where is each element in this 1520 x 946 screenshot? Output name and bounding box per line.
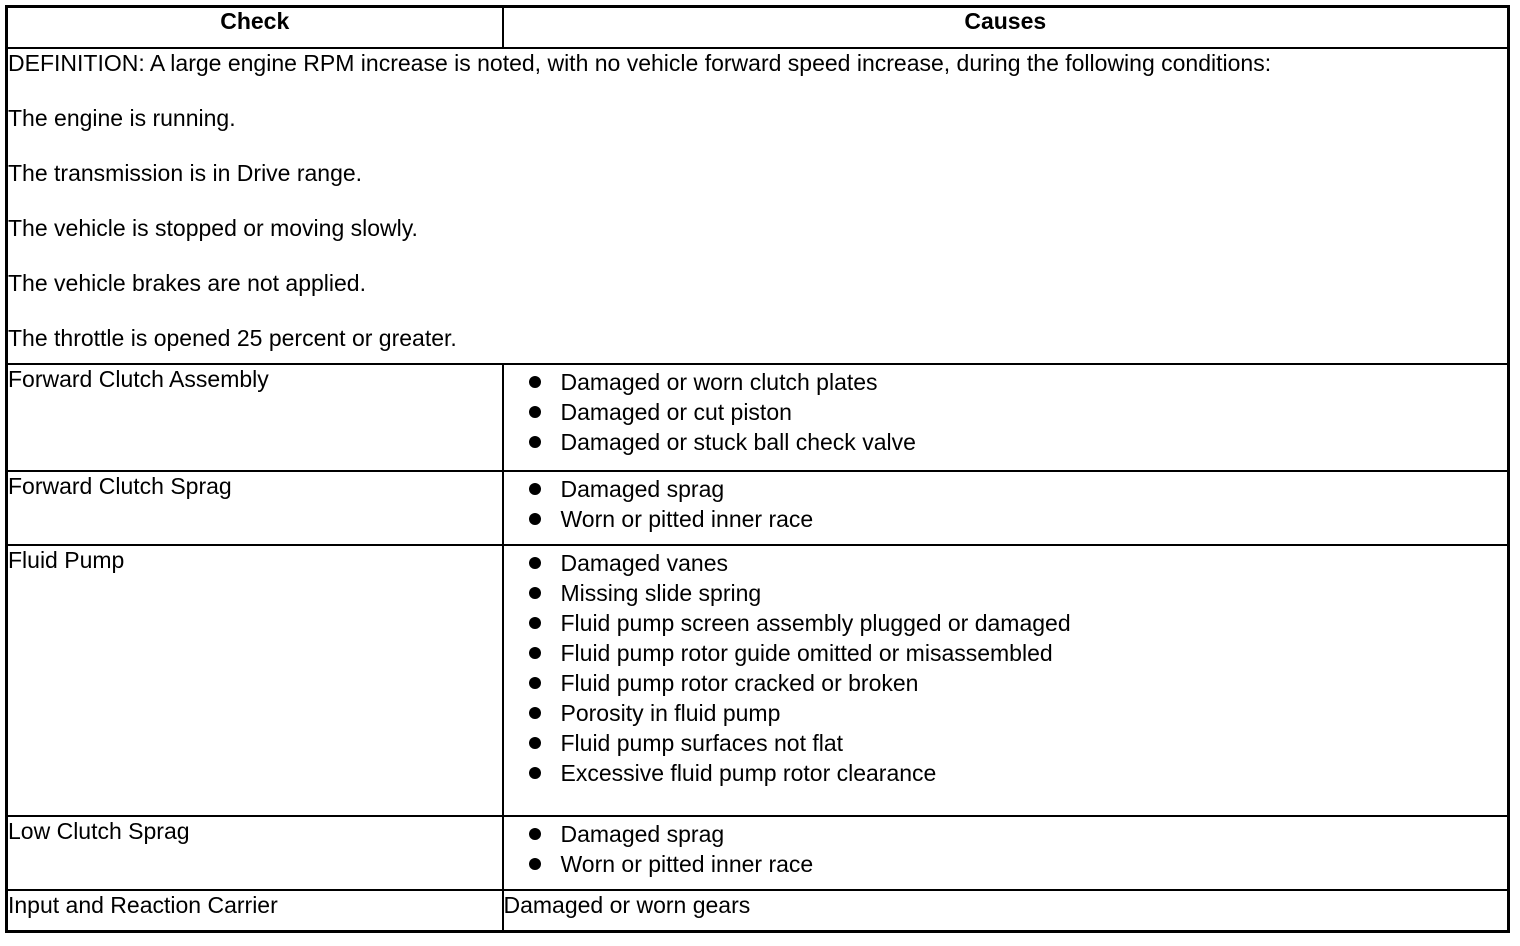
bullet-icon: [529, 406, 541, 418]
cause-text: Fluid pump rotor guide omitted or misassembled: [560, 639, 1053, 666]
cause-text: Damaged or cut piston: [560, 398, 792, 425]
table-row: [7, 890, 1509, 932]
bullet-icon: [529, 557, 541, 569]
causes-cell: [503, 545, 1509, 816]
cause-item: [504, 425, 1508, 458]
condition-line: The engine is running.: [8, 105, 236, 131]
bullet-icon: [529, 737, 541, 749]
cause-item: [504, 365, 1508, 398]
cause-text: Damaged sprag: [560, 820, 725, 847]
bullet-icon: [529, 436, 541, 448]
check-cell: Input and Reaction Carrier: [7, 890, 503, 932]
cause-text: Damaged or worn clutch plates: [560, 368, 878, 395]
cause-text: Worn or pitted inner race: [560, 505, 814, 532]
table-row: [7, 364, 1509, 471]
check-cell: Forward Clutch Assembly: [7, 364, 503, 471]
table-row: [7, 816, 1509, 890]
bullet-icon: [529, 513, 541, 525]
definition-text: DEFINITION: A large engine RPM increase is noted, with no vehicle forward speed increase, during the following conditions:: [8, 50, 1272, 76]
column-header-causes: Causes: [503, 7, 1509, 49]
causes-cell: [503, 471, 1509, 545]
table-header-row: [7, 7, 1509, 49]
check-cell: Forward Clutch Sprag: [7, 471, 503, 545]
cause-text: Damaged vanes: [560, 549, 728, 576]
cause-text: Worn or pitted inner race: [560, 850, 814, 877]
cause-text: Excessive fluid pump rotor clearance: [560, 759, 937, 786]
cause-item: [504, 472, 1508, 505]
cause-item: [504, 726, 1508, 759]
cause-item: [504, 696, 1508, 729]
condition-line: The vehicle is stopped or moving slowly.: [8, 215, 418, 241]
cause-item: [504, 395, 1508, 428]
table-row: [7, 545, 1509, 816]
cause-text: Damaged sprag: [560, 475, 725, 502]
cause-text: Fluid pump screen assembly plugged or damaged: [560, 609, 1071, 636]
cause-item: [504, 546, 1508, 579]
cause-text: Fluid pump surfaces not flat: [560, 729, 844, 756]
condition-line: The throttle is opened 25 percent or greater.: [8, 325, 457, 351]
cause-item: [504, 636, 1508, 669]
cause-item: [504, 576, 1508, 609]
cause-item: [504, 756, 1508, 789]
diagnostic-table: [5, 5, 1510, 933]
table-row: [7, 471, 1509, 545]
causes-cell: Damaged or worn gears: [503, 890, 1509, 932]
cause-item: [504, 666, 1508, 699]
causes-cell: [503, 364, 1509, 471]
cause-text: Porosity in fluid pump: [560, 699, 781, 726]
causes-cell: [503, 816, 1509, 890]
cause-text: Missing slide spring: [560, 579, 762, 606]
condition-line: The vehicle brakes are not applied.: [8, 270, 366, 296]
check-cell: Low Clutch Sprag: [7, 816, 503, 890]
bullet-icon: [529, 677, 541, 689]
bullet-icon: [529, 707, 541, 719]
condition-line: The transmission is in Drive range.: [8, 160, 363, 186]
bullet-icon: [529, 483, 541, 495]
bullet-icon: [529, 858, 541, 870]
diagnostic-table-container: [5, 5, 1507, 933]
cause-item: [504, 502, 1508, 535]
cause-item: [504, 606, 1508, 639]
bullet-icon: [529, 376, 541, 388]
bullet-icon: [529, 767, 541, 779]
bullet-icon: [529, 647, 541, 659]
definition-cell: [7, 48, 1509, 364]
bullet-icon: [529, 617, 541, 629]
cause-text: Fluid pump rotor cracked or broken: [560, 669, 919, 696]
bullet-icon: [529, 587, 541, 599]
column-header-check: Check: [7, 7, 503, 49]
cause-item: [504, 817, 1508, 850]
definition-row: [7, 48, 1509, 364]
cause-text: Damaged or stuck ball check valve: [560, 428, 916, 455]
cause-item: [504, 847, 1508, 880]
check-cell: Fluid Pump: [7, 545, 503, 816]
bullet-icon: [529, 828, 541, 840]
